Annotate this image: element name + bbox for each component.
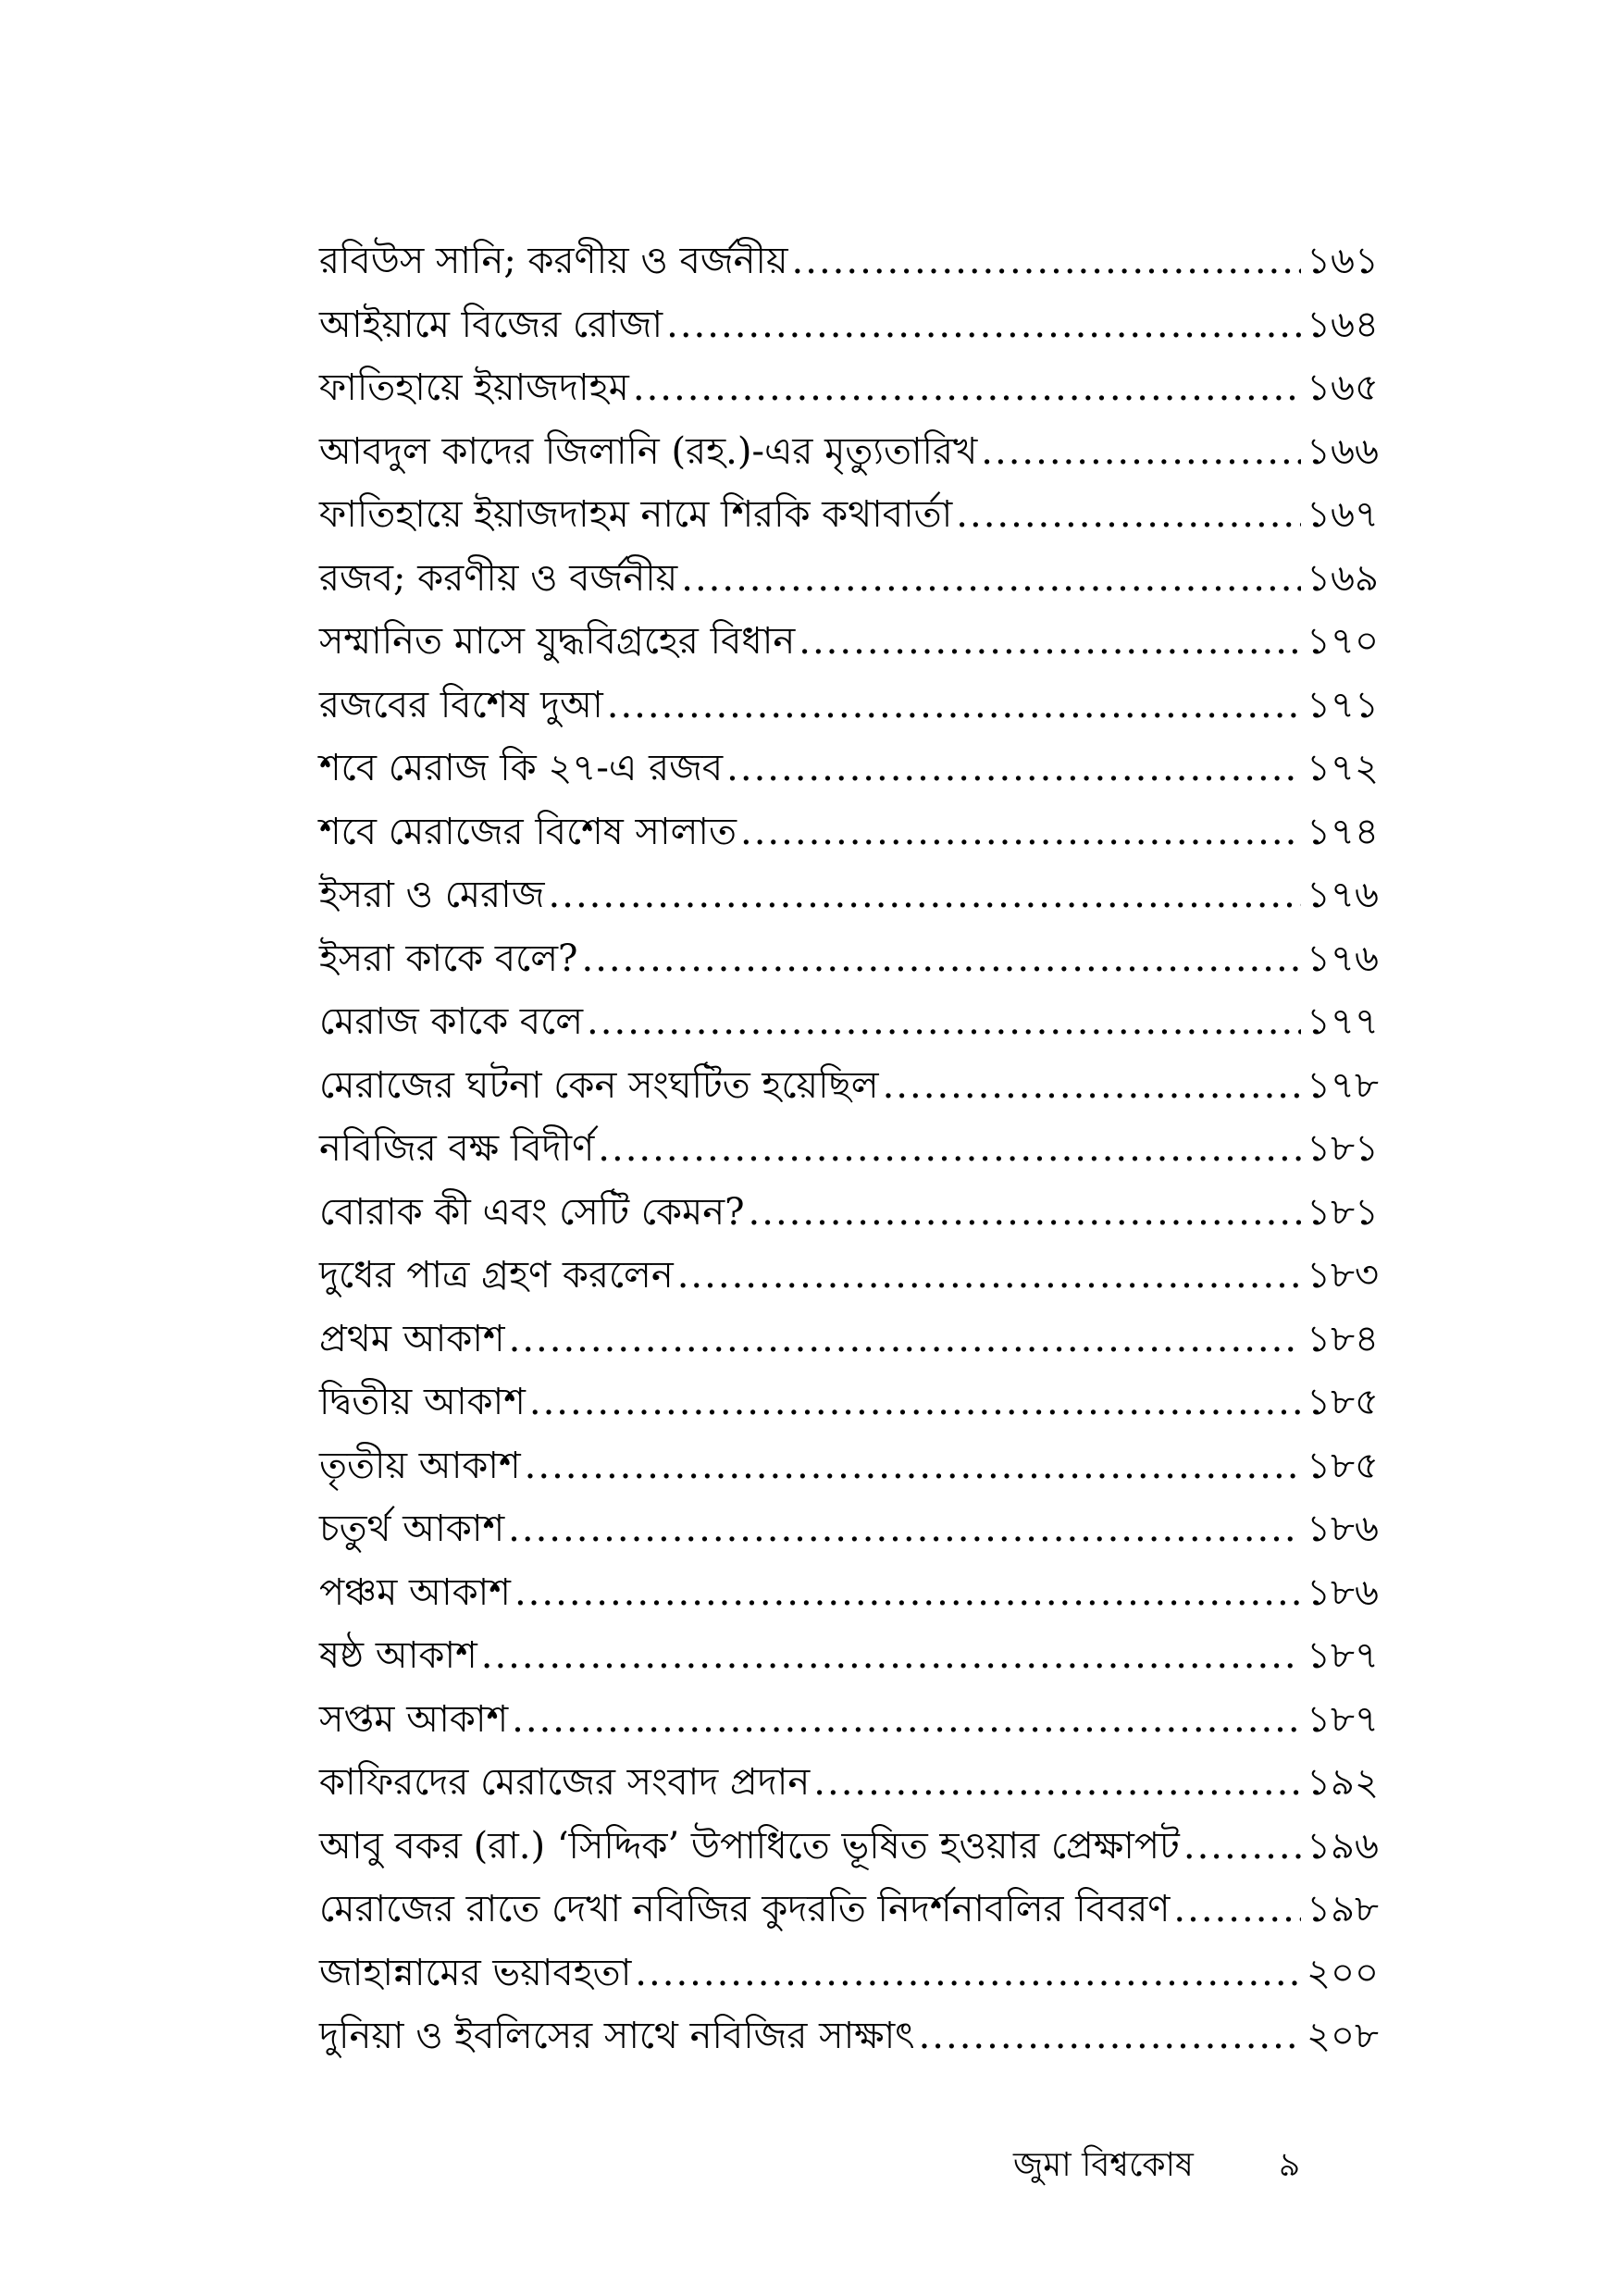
dot-leader <box>607 674 1301 738</box>
toc-entry-page: ১৭১ <box>1307 683 1379 726</box>
dot-leader <box>799 610 1301 674</box>
toc-entry-title: নবিজির বক্ষ বিদীর্ণ <box>319 1127 595 1170</box>
toc-entry-page: ১৯২ <box>1307 1761 1379 1804</box>
toc-entry-page: ২০০ <box>1306 1951 1379 1994</box>
toc-entry[interactable] <box>319 990 1379 1054</box>
toc-entry-title: রজব; করণীয় ও বর্জনীয় <box>319 556 678 600</box>
toc-entry[interactable] <box>319 420 1379 484</box>
toc-entry[interactable] <box>319 927 1379 991</box>
dot-leader <box>677 1244 1301 1308</box>
dot-leader <box>525 1434 1301 1498</box>
toc-entry-title: দ্বিতীয় আকাশ <box>319 1381 526 1423</box>
dot-leader <box>509 1308 1301 1371</box>
dot-leader <box>582 927 1302 991</box>
toc-entry[interactable] <box>319 800 1379 864</box>
dot-leader <box>512 1688 1301 1752</box>
toc-entry-page: ১৮৭ <box>1307 1634 1379 1677</box>
toc-entry-title: রবিউস সানি; করণীয় ও বর্জনীয় <box>319 240 788 282</box>
toc-entry-title: মেরাজের ঘটনা কেন সংঘটিত হয়েছিল <box>319 1063 879 1107</box>
dot-leader <box>514 1561 1301 1625</box>
running-footer-title: জুমা বিশ্বকোষ <box>1013 2146 1194 2184</box>
toc-entry-page: ১৭৭ <box>1307 1000 1379 1043</box>
dot-leader <box>1183 1815 1301 1879</box>
dot-leader <box>549 863 1301 927</box>
toc-entry-title: তৃতীয় আকাশ <box>319 1444 521 1487</box>
toc-entry[interactable] <box>319 1244 1379 1308</box>
toc-entry-page: ১৬৪ <box>1307 303 1379 346</box>
dot-leader <box>635 1942 1301 2005</box>
toc-entry-page: ১৮৭ <box>1307 1697 1379 1741</box>
dot-leader <box>633 356 1301 420</box>
table-of-contents <box>319 230 1379 2068</box>
toc-entry[interactable] <box>319 547 1379 611</box>
toc-entry-page: ১৮৬ <box>1307 1508 1379 1550</box>
toc-entry-title: ফাতিহায়ে ইয়াজদাহম নামে শিরকি কথাবার্তা <box>319 493 953 536</box>
toc-entry[interactable] <box>319 1878 1379 1942</box>
toc-entry-title: ইসরা কাকে বলে? <box>319 937 578 980</box>
toc-entry-title: বোরাক কী এবং সেটি কেমন? <box>319 1190 745 1234</box>
toc-entry-page: ১৬৫ <box>1307 366 1379 409</box>
toc-entry[interactable] <box>319 1942 1379 2005</box>
toc-entry-title: আবদুল কাদের জিলানি (রহ.)-এর মৃত্যুতারিখ <box>319 429 978 473</box>
toc-entry-title: দুনিয়া ও ইবলিসের সাথে নবিজির সাক্ষাৎ <box>319 2015 915 2057</box>
dot-leader <box>1173 1878 1301 1942</box>
toc-entry[interactable] <box>319 1181 1379 1245</box>
toc-entry-page: ১৮৫ <box>1307 1444 1379 1487</box>
toc-entry[interactable] <box>319 737 1379 800</box>
toc-entry-page: ১৭২ <box>1307 747 1379 789</box>
dot-leader <box>813 1751 1301 1815</box>
toc-entry[interactable] <box>319 1688 1379 1752</box>
toc-entry-title: আবু বকর (রা.) ‘সিদ্দিক’ উপাধিতে ভূষিত হওয়ার প্রেক্ষাপট <box>319 1824 1180 1868</box>
toc-entry-page: ১৮১ <box>1307 1127 1379 1170</box>
toc-entry-title: চতুর্থ আকাশ <box>319 1508 505 1550</box>
toc-entry-page: ১৬৯ <box>1307 556 1379 600</box>
toc-entry-title: জাহান্নামের ভয়াবহতা <box>319 1951 632 1994</box>
dot-leader <box>587 990 1301 1054</box>
toc-entry[interactable] <box>319 610 1379 674</box>
toc-entry[interactable] <box>319 1497 1379 1561</box>
toc-entry[interactable] <box>319 2004 1379 2068</box>
dot-leader <box>481 1624 1301 1688</box>
toc-entry-title: কাফিরদের মেরাজের সংবাদ প্রদান <box>319 1761 811 1804</box>
toc-entry-title: মেরাজ কাকে বলে <box>319 1000 584 1043</box>
toc-entry-title: প্রথম আকাশ <box>319 1317 505 1360</box>
toc-entry-page: ১৭৬ <box>1307 874 1379 916</box>
toc-entry-title: সপ্তম আকাশ <box>319 1697 509 1741</box>
page-number: ৯ <box>1278 2146 1301 2184</box>
toc-entry[interactable] <box>319 293 1379 357</box>
toc-entry-title: ফাতিহায়ে ইয়াজদাহম <box>319 366 629 409</box>
toc-entry-title: ইসরা ও মেরাজ <box>319 874 545 916</box>
toc-entry[interactable] <box>319 1624 1379 1688</box>
dot-leader <box>956 483 1301 547</box>
toc-entry-title: পঞ্চম আকাশ <box>319 1570 511 1614</box>
toc-entry[interactable] <box>319 1561 1379 1625</box>
toc-entry-page: ১৮৩ <box>1307 1254 1379 1297</box>
toc-entry-page: ১৭৪ <box>1307 810 1379 853</box>
dot-leader <box>508 1497 1301 1561</box>
toc-entry-page: ১৭৮ <box>1307 1063 1379 1107</box>
toc-entry-title: সম্মানিত মাসে যুদ্ধবিগ্রহের বিধান <box>319 620 796 663</box>
dot-leader <box>749 1181 1301 1245</box>
toc-entry-page: ১৮৫ <box>1307 1381 1379 1423</box>
toc-entry[interactable] <box>319 356 1379 420</box>
dot-leader <box>883 1054 1301 1118</box>
dot-leader <box>792 230 1301 293</box>
toc-entry-title: মেরাজের রাতে দেখা নবিজির কুদরতি নিদর্শনাবলির বিবরণ <box>319 1888 1171 1930</box>
toc-entry-title: ষষ্ঠ আকাশ <box>319 1634 477 1677</box>
toc-entry[interactable] <box>319 230 1379 293</box>
toc-entry-page: ১৭৬ <box>1307 937 1379 980</box>
toc-entry-page: ১৬১ <box>1307 240 1379 282</box>
toc-entry-page: ১৬৭ <box>1307 493 1379 536</box>
toc-entry[interactable] <box>319 1054 1379 1118</box>
toc-entry[interactable] <box>319 1815 1379 1879</box>
dot-leader <box>681 547 1301 611</box>
toc-entry[interactable] <box>319 674 1379 738</box>
toc-entry[interactable] <box>319 1117 1379 1181</box>
toc-entry[interactable] <box>319 863 1379 927</box>
toc-entry-title: রজবের বিশেষ দুআ <box>319 683 603 726</box>
toc-entry-title: দুধের পাত্র গ্রহণ করলেন <box>319 1254 674 1297</box>
toc-entry-page: ১৭০ <box>1307 620 1379 663</box>
dot-leader <box>726 737 1301 800</box>
dot-leader <box>529 1371 1301 1434</box>
toc-entry[interactable] <box>319 1434 1379 1498</box>
toc-entry-page: ১৯৬ <box>1307 1824 1379 1868</box>
toc-entry-page: ১৮১ <box>1307 1190 1379 1234</box>
toc-entry-title: শবে মেরাজের বিশেষ সালাত <box>319 810 737 853</box>
toc-entry-title: আইয়ামে বিজের রোজা <box>319 303 663 346</box>
page-footer <box>1013 2140 1300 2195</box>
toc-entry-page: ১৮৬ <box>1307 1570 1379 1614</box>
dot-leader <box>919 2004 1301 2068</box>
toc-entry-page: ১৮৪ <box>1307 1317 1379 1360</box>
dot-leader <box>598 1117 1301 1181</box>
toc-entry-page: ১৯৮ <box>1307 1888 1379 1930</box>
dot-leader <box>666 293 1301 357</box>
toc-entry-title: শবে মেরাজ কি ২৭-এ রজব <box>319 747 724 789</box>
toc-entry[interactable] <box>319 1308 1379 1371</box>
toc-entry[interactable] <box>319 483 1379 547</box>
toc-entry[interactable] <box>319 1371 1379 1434</box>
dot-leader <box>981 420 1301 484</box>
toc-entry[interactable] <box>319 1751 1379 1815</box>
dot-leader <box>740 800 1301 864</box>
toc-entry-page: ২০৮ <box>1307 2015 1379 2057</box>
toc-entry-page: ১৬৬ <box>1307 429 1379 473</box>
